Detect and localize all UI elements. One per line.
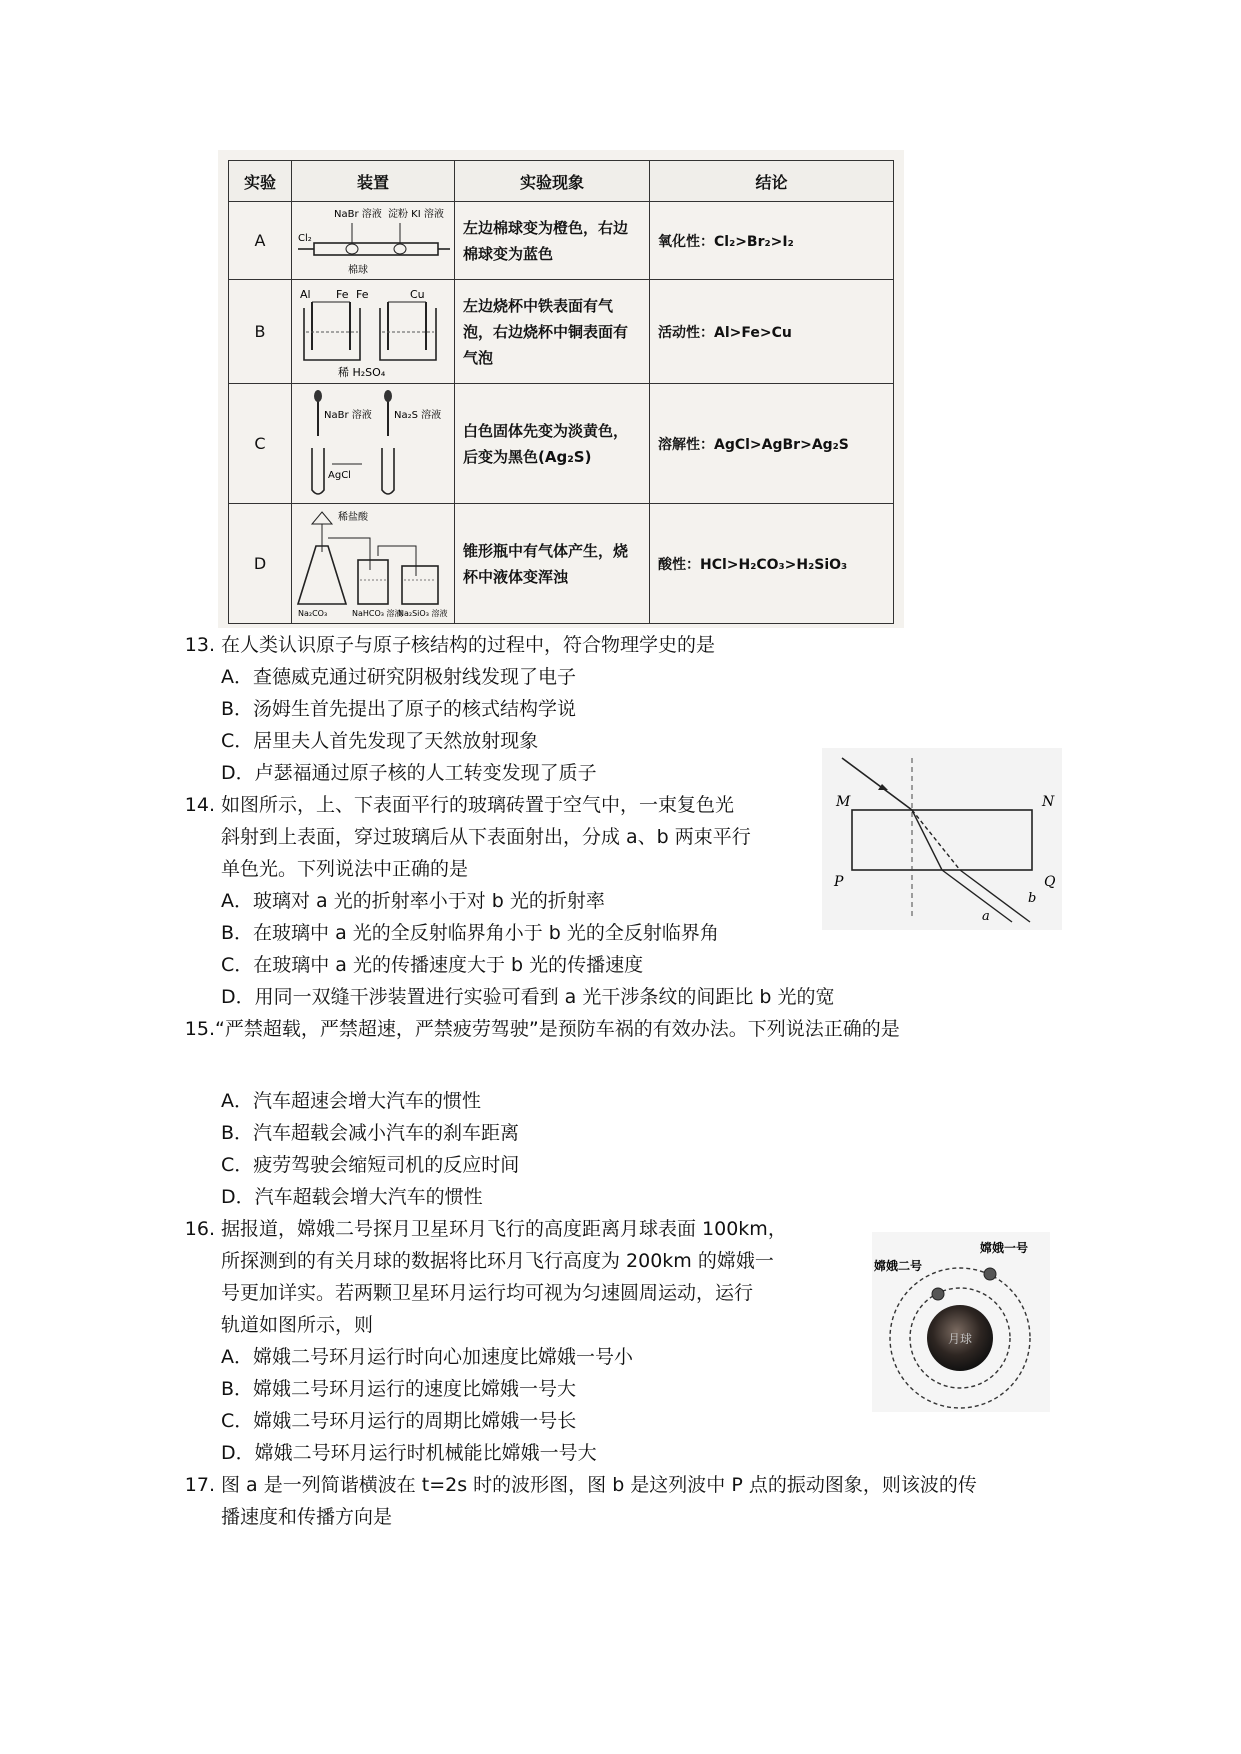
option: B．在玻璃中 a 光的全反射临界角小于 b 光的全反射临界角 <box>221 922 719 944</box>
apparatus-label: NaBr 溶液 <box>324 409 372 421</box>
apparatus-d-diagram <box>292 504 455 624</box>
option: B．汽车超载会减小汽车的刹车距离 <box>221 1122 520 1144</box>
question-stem: 播速度和传播方向是 <box>221 1506 393 1528</box>
question-stem: 单色光。下列说法中正确的是 <box>221 858 469 880</box>
option: A．嫦娥二号环月运行时向心加速度比嫦娥一号小 <box>221 1346 633 1368</box>
figure-label: N <box>1042 794 1055 810</box>
option: D．嫦娥二号环月运行时机械能比嫦娥一号大 <box>221 1442 597 1464</box>
apparatus-label: NaHCO₃ 溶液 <box>352 608 403 618</box>
conclusion-cell: 酸性：HCl>H₂CO₃>H₂SiO₃ <box>650 504 894 624</box>
question-stem: 图 a 是一列简谐横波在 t=2s 时的波形图，图 b 是这列波中 P 点的振动图象，则该波的传 <box>221 1474 977 1496</box>
apparatus-label: 淀粉 KI 溶液 <box>388 208 444 220</box>
orbit-label: 嫦娥一号 <box>980 1241 1029 1255</box>
phenomenon-cell: 左边烧杯中铁表面有气泡，右边烧杯中铜表面有气泡 <box>455 280 650 384</box>
figure-label: Q <box>1044 874 1056 890</box>
col-header: 实验现象 <box>455 161 650 202</box>
apparatus-b-diagram <box>292 280 455 384</box>
question-stem: 所探测到的有关月球的数据将比环月飞行高度为 200km 的嫦娥一 <box>221 1250 774 1272</box>
lunar-orbit-figure <box>872 1232 1050 1412</box>
apparatus-label: Fe <box>336 287 349 301</box>
option: D．卢瑟福通过原子核的人工转变发现了质子 <box>221 762 597 784</box>
col-header: 实验 <box>229 161 292 202</box>
question-stem: 据报道，嫦娥二号探月卫星环月飞行的高度距离月球表面 100km， <box>221 1218 787 1240</box>
apparatus-label: 稀盐酸 <box>338 511 368 523</box>
apparatus-label: 稀 H₂SO₄ <box>338 365 386 379</box>
conclusion-cell: 活动性：Al>Fe>Cu <box>650 280 894 384</box>
glass-slab-figure <box>822 748 1062 930</box>
figure-label: b <box>1028 891 1037 906</box>
option: C．嫦娥二号环月运行的周期比嫦娥一号长 <box>221 1410 577 1432</box>
question-stem: 轨道如图所示，则 <box>221 1314 374 1336</box>
apparatus-label: Cu <box>410 287 425 301</box>
col-header: 装置 <box>292 161 455 202</box>
question-stem: 斜射到上表面，穿过玻璃后从下表面射出，分成 a、b 两束平行 <box>221 826 751 848</box>
conclusion-cell: 溶解性：AgCl>AgBr>Ag₂S <box>650 384 894 504</box>
apparatus-c-diagram <box>292 384 455 504</box>
row-label: A <box>229 202 292 280</box>
option: A．汽车超速会增大汽车的惯性 <box>221 1090 481 1112</box>
apparatus-label: Na₂SiO₃ 溶液 <box>398 608 448 618</box>
apparatus-label: AgCl <box>328 469 351 481</box>
option: B．汤姆生首先提出了原子的核式结构学说 <box>221 698 577 720</box>
apparatus-label: Cl₂ <box>298 232 312 244</box>
conclusion-cell: 氧化性：Cl₂>Br₂>I₂ <box>650 202 894 280</box>
option: C．疲劳驾驶会缩短司机的反应时间 <box>221 1154 520 1176</box>
question-number: 13. <box>184 634 215 656</box>
option: D．用同一双缝干涉装置进行实验可看到 a 光干涉条纹的间距比 b 光的宽 <box>221 986 835 1008</box>
apparatus-label: NaBr 溶液 <box>334 208 382 220</box>
question-number: 14. <box>184 794 215 816</box>
option: A．查德威克通过研究阴极射线发现了电子 <box>221 666 576 688</box>
table-row <box>229 202 894 280</box>
table-row <box>229 384 894 504</box>
question-number: 17. <box>184 1474 215 1496</box>
question-number: 15. <box>184 1018 215 1040</box>
question-stem: “严禁超载，严禁超速，严禁疲劳驾驶”是预防车祸的有效办法。下列说法正确的是 <box>215 1018 900 1040</box>
phenomenon-cell: 白色固体先变为淡黄色，后变为黑色(Ag₂S) <box>455 384 650 504</box>
experiment-table <box>228 160 894 624</box>
phenomenon-cell: 锥形瓶中有气体产生，烧杯中液体变浑浊 <box>455 504 650 624</box>
apparatus-label: Fe <box>356 287 369 301</box>
question-stem: 号更加详实。若两颗卫星环月运行均可视为匀速圆周运动，运行 <box>221 1282 754 1304</box>
option: A．玻璃对 a 光的折射率小于对 b 光的折射率 <box>221 890 605 912</box>
moon-label: 月球 <box>948 1332 973 1346</box>
table-row <box>229 280 894 384</box>
apparatus-label: Na₂S 溶液 <box>394 409 442 421</box>
orbit-label: 嫦娥二号 <box>874 1259 923 1273</box>
apparatus-label: Al <box>300 287 311 301</box>
experiment-table-image <box>218 150 904 628</box>
option: C．居里夫人首先发现了天然放射现象 <box>221 730 539 752</box>
question-stem: 如图所示，上、下表面平行的玻璃砖置于空气中，一束复色光 <box>221 794 735 816</box>
table-header-row <box>229 161 894 202</box>
option: B．嫦娥二号环月运行的速度比嫦娥一号大 <box>221 1378 577 1400</box>
phenomenon-cell: 左边棉球变为橙色，右边棉球变为蓝色 <box>455 202 650 280</box>
figure-label: M <box>836 794 851 810</box>
option: C．在玻璃中 a 光的传播速度大于 b 光的传播速度 <box>221 954 644 976</box>
question-number: 16. <box>184 1218 215 1240</box>
question-stem: 在人类认识原子与原子核结构的过程中，符合物理学史的是 <box>221 634 716 656</box>
table-row <box>229 504 894 624</box>
row-label: D <box>229 504 292 624</box>
option: D．汽车超载会增大汽车的惯性 <box>221 1186 483 1208</box>
figure-label: P <box>834 874 844 890</box>
col-header: 结论 <box>650 161 894 202</box>
figure-label: a <box>982 909 990 924</box>
apparatus-label: 棉球 <box>348 264 368 276</box>
row-label: B <box>229 280 292 384</box>
row-label: C <box>229 384 292 504</box>
apparatus-label: Na₂CO₃ <box>298 608 328 618</box>
apparatus-a-diagram <box>292 202 455 280</box>
